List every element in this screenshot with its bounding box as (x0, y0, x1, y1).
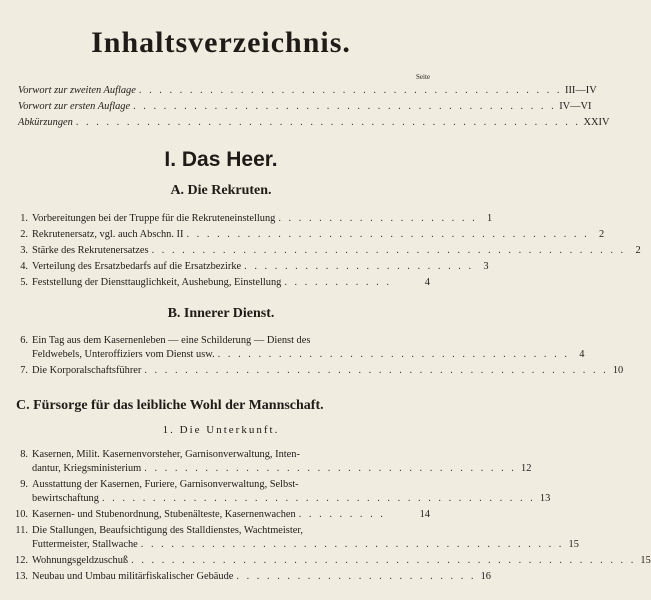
toc-entry-page: 14 (419, 509, 430, 520)
toc-entry (14, 448, 430, 461)
toc-entry-front (18, 84, 597, 97)
toc-entry-text: Abkürzungen (18, 117, 73, 128)
toc-entry-text: Vorbereitungen bei der Truppe für die Rekruteneinstellung (32, 213, 276, 224)
toc-entry (14, 554, 651, 567)
toc-entry (14, 212, 493, 225)
toc-entry-number: 1. (20, 213, 28, 224)
leader-dots: . . . . . . . . . . . . . . . . . . . . . . . . . . . . . . . . . . . . . (144, 463, 517, 474)
toc-entry-text: dantur, Kriegsministerium (32, 463, 142, 474)
seite-label: Seite (416, 73, 430, 81)
leader-dots: . . . . . . . . . . . . . . . . . . . . . . . . . . . . . . . . . . . . . . . . . . (133, 101, 557, 112)
toc-entry-front (18, 116, 610, 129)
toc-entry-number: 11. (15, 525, 28, 536)
toc-entry-page: 13 (539, 493, 551, 504)
toc-entry-continuation (32, 538, 579, 551)
toc-entry-text: Vorwort zur ersten Auflage (18, 101, 131, 112)
toc-entry-number: 7. (20, 365, 28, 376)
toc-entry (14, 228, 605, 241)
toc-entry-page: 15 (568, 539, 579, 550)
leader-dots: . . . . . . . . . . . . . . . . . . . . (278, 213, 478, 224)
section-heading: C. Fürsorge für das leibliche Wohl der Mannschaft. (16, 398, 324, 413)
toc-entry-number: 2. (20, 229, 28, 240)
leader-dots: . . . . . . . . . . . . . . . . . . . . . . . . . . . . . . . . . . . . . . . . . . (140, 539, 564, 550)
toc-entry-text: Ein Tag aus dem Kasernenleben — eine Schilderung — Dienst des (32, 335, 311, 346)
leader-dots: . . . . . . . . . . . . . . . . . . . . . . . . (236, 571, 476, 582)
toc-entry-page: 15 (640, 555, 651, 566)
toc-entry-number: 13. (15, 571, 28, 582)
toc-entry-page: 16 (480, 571, 491, 582)
toc-entry (14, 260, 489, 273)
toc-entry-page: 4 (424, 277, 430, 288)
leader-dots: . . . . . . . . . . . . . . . . . . . . . . . . . . . . . . . . . . . . . . . . . . . (101, 493, 536, 504)
toc-entry-text: Feststellung der Diensttauglichkeit, Aushebung, Einstellung (32, 277, 282, 288)
toc-entry-number: 9. (20, 479, 28, 490)
toc-entry-text: Neubau und Umbau militärfiskalischer Gebäude (32, 571, 234, 582)
toc-entry-text: Futtermeister, Stallwache (32, 539, 138, 550)
page-title: Inhaltsverzeichnis. (91, 26, 351, 59)
toc-entry-page: XXIV (583, 117, 610, 128)
toc-entry-text: Die Korporalschaftsführer (32, 365, 142, 376)
leader-dots: . . . . . . . . . . . . . . . . . . . . . . . . . . . . . . . . . . . . . . . . . . . . . . . (151, 245, 626, 256)
toc-entry-number: 10. (15, 509, 28, 520)
toc-entry-text: Rekrutenersatz, vgl. auch Abschn. II (32, 229, 184, 240)
toc-entry-text: Verteilung des Ersatzbedarfs auf die Ersatzbezirke (32, 261, 242, 272)
section-heading: B. Innerer Dienst. (167, 306, 275, 321)
toc-entry-page: 2 (635, 245, 641, 256)
toc-entry-text: Stärke des Rekrutenersatzes (32, 245, 149, 256)
toc-entry-number: 12. (15, 555, 28, 566)
toc-entry-page: III—IV (564, 85, 597, 96)
toc-entry-number: 8. (20, 449, 28, 460)
toc-entry-front (18, 100, 592, 113)
toc-entry-continuation (32, 462, 532, 475)
toc-entry-number: 4. (20, 261, 28, 272)
leader-dots: . . . . . . . . . . . . . . . . . . . . . . . . . . . . . . . . . . . . . . . . . . . . . . . . . . (75, 117, 581, 128)
toc-entry-continuation (32, 492, 551, 505)
leader-dots: . . . . . . . . . . . . . . . . . . . . . . . . . . . . . . . . . . . . . . . . (186, 229, 590, 240)
toc-entry-page: 3 (483, 261, 489, 272)
toc-entry (14, 524, 430, 537)
leader-dots: . . . . . . . . . . . . . . . . . . . . . . . (244, 261, 474, 272)
section-heading: A. Die Rekruten. (170, 183, 272, 198)
toc-entry-page: 10 (612, 365, 624, 376)
toc-entry (14, 478, 430, 491)
leader-dots: . . . . . . . . . . . (284, 277, 392, 288)
toc-entry-text: Kasernen- und Stubenordnung, Stubenälteste, Kasernenwachen (32, 509, 296, 520)
leader-dots: . . . . . . . . . . . . . . . . . . . . . . . . . . . . . . . . . . . (217, 349, 570, 360)
toc-entry-text: Feldwebels, Unteroffiziers vom Dienst usw. (32, 349, 215, 360)
leader-dots: . . . . . . . . . . . . . . . . . . . . . . . . . . . . . . . . . . . . . . . . . . . . . . (144, 365, 609, 376)
toc-entry-number: 3. (20, 245, 28, 256)
subsection-heading: 1. Die Unterkunft. (162, 424, 280, 436)
leader-dots: . . . . . . . . . . . . . . . . . . . . . . . . . . . . . . . . . . . . . . . . . . . . . . . . . . (131, 555, 636, 566)
toc-entry-text: Die Stallungen, Beaufsichtigung des Stalldienstes, Wachtmeister, (32, 525, 303, 536)
toc-entry-text: Vorwort zur zweiten Auflage (18, 85, 136, 96)
leader-dots: . . . . . . . . . . . . . . . . . . . . . . . . . . . . . . . . . . . . . . . . . . (138, 85, 562, 96)
toc-entry-page: IV—VI (559, 101, 592, 112)
toc-entry-page: 4 (579, 349, 585, 360)
toc-entry-number: 6. (20, 335, 28, 346)
toc-entry-text: Ausstattung der Kasernen, Furiere, Garnisonverwaltung, Selbst- (32, 479, 299, 490)
leader-dots: . . . . . . . . . (298, 509, 386, 520)
toc-entry-page: 12 (521, 463, 532, 474)
toc-entry-number: 5. (20, 277, 28, 288)
toc-entry-text: Wohnungsgeldzuschuß (32, 555, 129, 566)
toc-entry (14, 334, 430, 347)
toc-entry-text: bewirtschaftung (32, 493, 99, 504)
part-heading: I. Das Heer. (164, 148, 278, 171)
toc-entry (14, 508, 430, 521)
toc-entry (14, 244, 641, 257)
toc-entry (14, 276, 430, 289)
toc-entry (14, 364, 624, 377)
toc-entry (14, 570, 491, 583)
toc-entry-page: 2 (599, 229, 605, 240)
toc-entry-page: 1 (486, 213, 493, 224)
toc-entry-continuation (32, 348, 585, 361)
toc-entry-text: Kasernen, Milit. Kasernenvorsteher, Garnisonverwaltung, Inten- (32, 449, 300, 460)
